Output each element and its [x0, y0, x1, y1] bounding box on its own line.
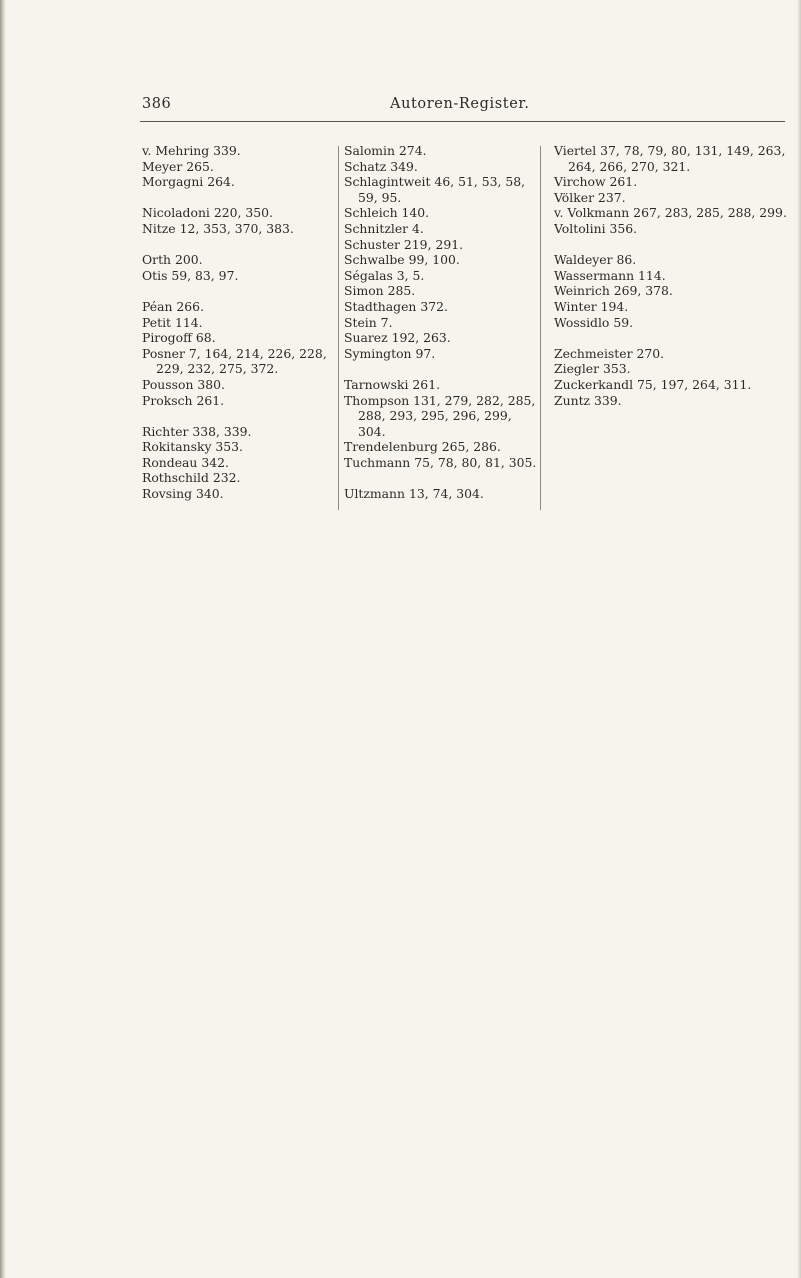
index-entry: Orth 200.	[142, 252, 203, 268]
index-entry: Proksch 261.	[142, 392, 225, 408]
index-group-o	[142, 252, 340, 283]
index-entry: Wossidlo 59.	[554, 314, 634, 330]
index-entry: Nicoladoni 220, 350.	[142, 205, 273, 221]
index-entry: Viertel 37, 78, 79, 80, 131, 149, 263, 264, 266, 270, 321.	[554, 143, 786, 174]
index-group-v	[554, 143, 788, 237]
index-group-u	[344, 486, 542, 502]
index-entry: Virchow 261.	[554, 174, 638, 190]
index-column-2	[344, 143, 542, 502]
running-title: Autoren-Register.	[390, 96, 530, 112]
index-entry: Posner 7, 164, 214, 226, 228, 229, 232, 275, 372.	[142, 345, 327, 377]
index-entry: Schlagintweit 46, 51, 53, 58, 59, 95.	[344, 174, 526, 205]
index-entry: Suarez 192, 263.	[344, 330, 451, 346]
index-entry: Morgagni 264.	[142, 174, 235, 190]
page-header	[0, 96, 801, 116]
index-entry: Zechmeister 270.	[554, 345, 665, 361]
index-entry: Tuchmann 75, 78, 80, 81, 305.	[344, 454, 537, 470]
index-group-p	[142, 299, 340, 408]
page-edge-right	[797, 0, 801, 1278]
index-entry: Simon 285.	[344, 283, 416, 299]
index-entry: Pousson 380.	[142, 376, 225, 392]
index-entry: Trendelenburg 265, 286.	[344, 439, 501, 455]
index-entry: Petit 114.	[142, 314, 203, 330]
index-entry: Weinrich 269, 378.	[554, 283, 673, 299]
index-group-s	[344, 143, 542, 361]
index-column-1	[142, 143, 340, 502]
index-entry: Voltolini 356.	[554, 220, 638, 236]
index-entry: Symington 97.	[344, 345, 436, 361]
index-entry: Schwalbe 99, 100.	[344, 252, 460, 268]
index-entry: Zuckerkandl 75, 197, 264, 311.	[554, 376, 752, 392]
index-entry: Richter 338, 339.	[142, 423, 252, 439]
index-group-z	[554, 346, 788, 408]
index-entry: Rondeau 342.	[142, 454, 229, 470]
index-column-3	[554, 143, 788, 408]
index-entry: Stadthagen 372.	[344, 298, 448, 314]
page-edge-left	[0, 0, 6, 1278]
index-entry: Meyer 265.	[142, 158, 214, 174]
index-group-m	[142, 143, 340, 190]
index-group-n	[142, 205, 340, 236]
index-entry: Rokitansky 353.	[142, 439, 244, 455]
index-entry: Ultzmann 13, 74, 304.	[344, 486, 484, 502]
index-group-r	[142, 424, 340, 502]
index-entry: Salomin 274.	[344, 143, 427, 158]
index-entry: Pirogoff 68.	[142, 330, 216, 346]
index-group-t	[344, 377, 542, 471]
index-entry: Zuntz 339.	[554, 392, 622, 408]
index-entry: Schleich 140.	[344, 205, 430, 221]
index-entry: v. Mehring 339.	[142, 143, 241, 158]
index-entry: Winter 194.	[554, 298, 629, 314]
index-entry: Rothschild 232.	[142, 470, 241, 486]
index-entry: Waldeyer 86.	[554, 252, 637, 268]
index-entry: Völker 237.	[554, 189, 626, 205]
index-group-w	[554, 252, 788, 330]
index-entry: Thompson 131, 279, 282, 285, 288, 293, 295, 296, 299, 304.	[344, 392, 536, 439]
index-entry: Péan 266.	[142, 298, 205, 314]
index-entry: Ziegler 353.	[554, 361, 631, 377]
index-entry: Ségalas 3, 5.	[344, 267, 425, 283]
index-entry: Tarnowski 261.	[344, 376, 441, 392]
index-entry: Wassermann 114.	[554, 267, 666, 283]
index-entry: Stein 7.	[344, 314, 393, 330]
index-entry: Otis 59, 83, 97.	[142, 267, 239, 283]
index-entry: v. Volkmann 267, 283, 285, 288, 299.	[554, 205, 787, 221]
index-entry: Schatz 349.	[344, 158, 418, 174]
index-entry: Schuster 219, 291.	[344, 236, 464, 252]
index-entry: Rovsing 340.	[142, 486, 224, 502]
header-rule	[140, 121, 785, 122]
page-number: 386	[142, 96, 172, 112]
index-entry: Nitze 12, 353, 370, 383.	[142, 220, 294, 236]
index-entry: Schnitzler 4.	[344, 220, 424, 236]
